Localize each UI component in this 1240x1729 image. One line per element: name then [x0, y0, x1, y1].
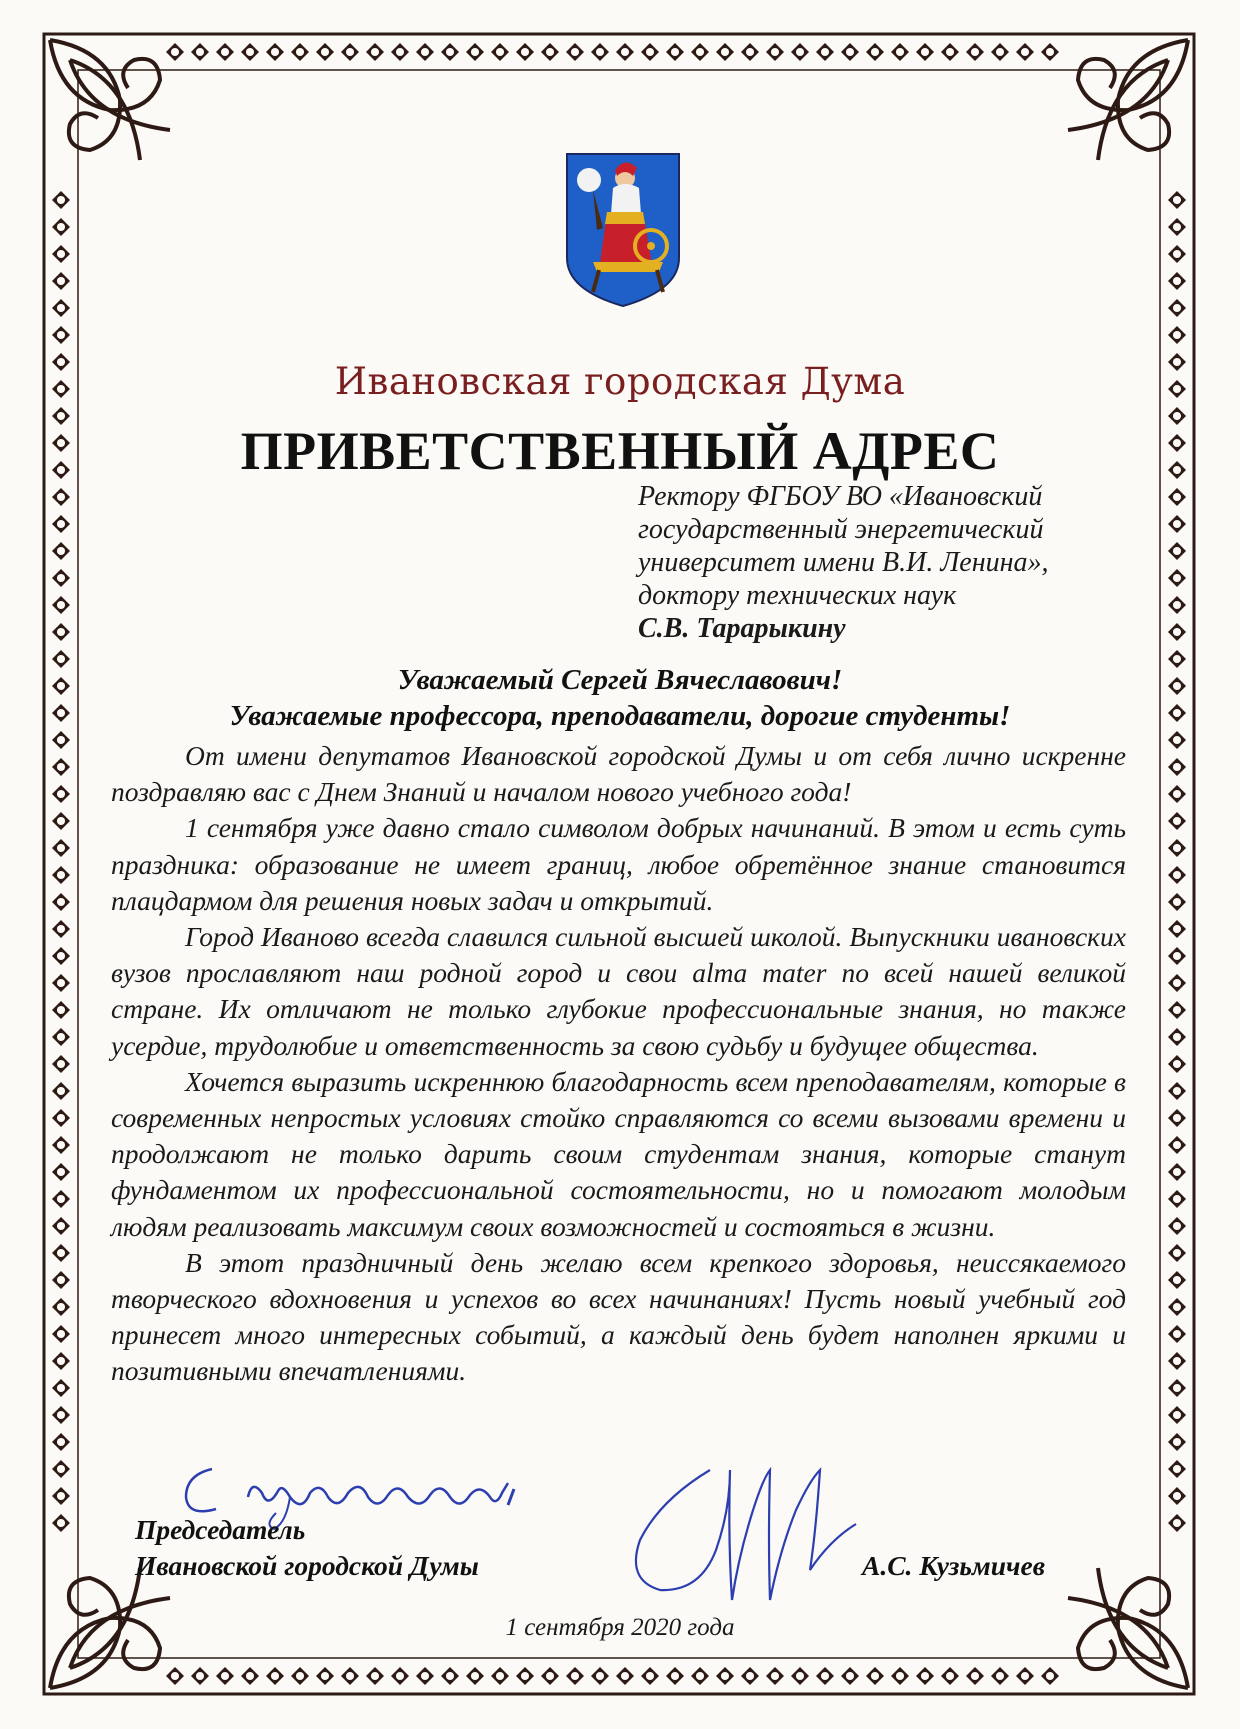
frame-ornament	[721, 48, 729, 56]
frame-ornament	[1173, 1492, 1181, 1500]
frame-ornament	[871, 1672, 879, 1680]
frame-ornament	[1173, 1519, 1181, 1527]
frame-ornament	[346, 1672, 354, 1680]
frame-ornament	[896, 1672, 904, 1680]
frame-ornament	[57, 412, 65, 420]
frame-ornament	[1173, 1249, 1181, 1257]
frame-ornament	[57, 1195, 65, 1203]
frame-ornament	[1173, 1060, 1181, 1068]
frame-ornament	[996, 1672, 1004, 1680]
salutation-line: Уважаемые профессора, преподаватели, дорогие студенты!	[229, 700, 1011, 732]
signer-name: А.С. Кузьмичев	[862, 1550, 1045, 1581]
frame-ornament	[471, 48, 479, 56]
frame-ornament	[1173, 1168, 1181, 1176]
frame-ornament	[1173, 709, 1181, 717]
frame-ornament	[1173, 547, 1181, 555]
frame-ornament	[671, 1672, 679, 1680]
signer-position	[135, 1512, 655, 1584]
frame-ornament	[621, 1672, 629, 1680]
frame-ornament	[246, 48, 254, 56]
frame-corner-ornament	[1068, 40, 1188, 160]
frame-ornament	[57, 790, 65, 798]
frame-ornament	[57, 250, 65, 258]
frame-ornament	[57, 628, 65, 636]
frame-ornament	[721, 1672, 729, 1680]
handwritten-signature	[620, 1430, 870, 1630]
frame-ornament	[521, 1672, 529, 1680]
frame-ornament	[57, 1222, 65, 1230]
frame-ornament	[446, 1672, 454, 1680]
frame-ornament	[171, 48, 179, 56]
frame-ornament	[571, 48, 579, 56]
frame-ornament	[546, 48, 554, 56]
body-paragraph: В этот праздничный день желаю всем крепкого здоровья, неиссякаемого творческого вдохновения и успехов во всех начинаниях! Пусть новый учебный год принесет много интересных событий, а каждый день будет наполнен яркими и позитивными впечатлениями.	[111, 1246, 1126, 1387]
frame-ornament	[371, 48, 379, 56]
frame-ornament	[57, 493, 65, 501]
frame-ornament	[796, 1672, 804, 1680]
addressee-block	[638, 480, 1158, 645]
frame-ornament	[1173, 601, 1181, 609]
frame-ornament	[57, 1384, 65, 1392]
frame-ornament	[1173, 1276, 1181, 1284]
frame-ornament	[321, 48, 329, 56]
frame-ornament	[57, 871, 65, 879]
addressee-line: университет имени В.И. Ленина»,	[638, 547, 1049, 578]
frame-ornament	[221, 48, 229, 56]
frame-ornament	[1173, 412, 1181, 420]
frame-ornament	[821, 1672, 829, 1680]
frame-ornament	[1173, 1114, 1181, 1122]
frame-ornament	[546, 1672, 554, 1680]
frame-ornament	[1173, 1033, 1181, 1041]
frame-ornament	[57, 1465, 65, 1473]
signer-position-line: Председатель	[135, 1514, 306, 1545]
frame-ornament	[1173, 223, 1181, 231]
frame-ornament	[1046, 1672, 1054, 1680]
frame-ornament	[571, 1672, 579, 1680]
frame-ornament	[371, 1672, 379, 1680]
frame-ornament	[1173, 871, 1181, 879]
frame-ornament	[57, 682, 65, 690]
frame-ornament	[496, 1672, 504, 1680]
frame-ornament	[1173, 1087, 1181, 1095]
frame-ornament	[57, 574, 65, 582]
frame-ornament	[471, 1672, 479, 1680]
frame-ornament	[57, 331, 65, 339]
frame-ornament	[1173, 1465, 1181, 1473]
frame-ornament	[1173, 1222, 1181, 1230]
frame-ornament	[57, 655, 65, 663]
frame-ornament	[1173, 682, 1181, 690]
salutation-block	[100, 662, 1140, 734]
frame-ornament	[271, 48, 279, 56]
frame-ornament	[57, 1141, 65, 1149]
frame-ornament	[696, 1672, 704, 1680]
frame-ornament	[57, 196, 65, 204]
addressee-line: доктору технических наук	[638, 580, 957, 611]
frame-ornament	[396, 1672, 404, 1680]
frame-ornament	[57, 1114, 65, 1122]
frame-ornament	[596, 1672, 604, 1680]
frame-ornament	[196, 1672, 204, 1680]
frame-ornament	[1046, 48, 1054, 56]
frame-ornament	[1173, 898, 1181, 906]
frame-ornament	[921, 48, 929, 56]
organization-name: Ивановская городская Дума	[334, 360, 906, 403]
ivanovo-coat-of-arms-icon	[563, 150, 683, 310]
frame-ornament	[171, 1672, 179, 1680]
frame-ornament	[57, 520, 65, 528]
frame-ornament	[971, 1672, 979, 1680]
frame-ornament	[1173, 1195, 1181, 1203]
frame-ornament	[57, 601, 65, 609]
frame-ornament	[696, 48, 704, 56]
frame-ornament	[57, 817, 65, 825]
frame-ornament	[1173, 520, 1181, 528]
frame-ornament	[346, 48, 354, 56]
frame-ornament	[1173, 925, 1181, 933]
frame-ornament	[746, 48, 754, 56]
frame-ornament	[57, 1438, 65, 1446]
frame-ornament	[396, 48, 404, 56]
frame-ornament	[57, 1357, 65, 1365]
frame-ornament	[1173, 844, 1181, 852]
frame-ornament	[1173, 304, 1181, 312]
frame-ornament	[1173, 952, 1181, 960]
frame-ornament	[57, 1411, 65, 1419]
frame-ornament	[1021, 1672, 1029, 1680]
frame-ornament	[196, 48, 204, 56]
frame-ornament	[1173, 493, 1181, 501]
frame-ornament	[1173, 1330, 1181, 1338]
frame-ornament	[846, 48, 854, 56]
frame-ornament	[646, 48, 654, 56]
frame-ornament	[996, 48, 1004, 56]
frame-ornament	[296, 48, 304, 56]
addressee-line: государственный энергетический	[638, 514, 1044, 545]
frame-ornament	[821, 48, 829, 56]
frame-ornament	[57, 898, 65, 906]
frame-ornament	[446, 48, 454, 56]
frame-ornament	[1173, 331, 1181, 339]
frame-ornament	[496, 48, 504, 56]
document-date: 1 сентября 2020 года	[505, 1614, 735, 1641]
frame-ornament	[421, 48, 429, 56]
frame-ornament	[57, 925, 65, 933]
frame-ornament	[271, 1672, 279, 1680]
frame-ornament	[57, 223, 65, 231]
frame-ornament	[57, 1492, 65, 1500]
frame-ornament	[1173, 979, 1181, 987]
frame-ornament	[57, 952, 65, 960]
frame-ornament	[1173, 1411, 1181, 1419]
frame-ornament	[1173, 1141, 1181, 1149]
frame-ornament	[1173, 250, 1181, 258]
frame-ornament	[57, 277, 65, 285]
frame-ornament	[57, 304, 65, 312]
frame-ornament	[1173, 1303, 1181, 1311]
frame-ornament	[1173, 655, 1181, 663]
frame-ornament	[1021, 48, 1029, 56]
body-paragraph: Город Иваново всегда славился сильной высшей школой. Выпускники ивановских вузов прославляют наш родной город и свои alma mater по всей нашей великой стране. Их отличают не только глубокие профессиональные знания, но также усердие, трудолюбие и ответственность за свою судьбу и будущее общества.	[111, 921, 1126, 1061]
frame-ornament	[896, 48, 904, 56]
body-paragraph: Хочется выразить искреннюю благодарность всем преподавателям, которые в современных непростых условиях стойко справляются со всеми вызовами времени и продолжают не только дарить своим студентам знания, которые станут фундаментом их профессиональной состоятельности, но и помогают молодым людям реализовать максимум своих возможностей и состояться в жизни.	[111, 1065, 1126, 1242]
frame-ornament	[1173, 817, 1181, 825]
frame-ornament	[771, 48, 779, 56]
frame-ornament	[1173, 1006, 1181, 1014]
frame-ornament	[57, 844, 65, 852]
frame-ornament	[971, 48, 979, 56]
frame-ornament	[946, 1672, 954, 1680]
frame-ornament	[746, 1672, 754, 1680]
frame-ornament	[521, 48, 529, 56]
frame-ornament	[1173, 1357, 1181, 1365]
frame-ornament	[646, 1672, 654, 1680]
frame-ornament	[57, 547, 65, 555]
frame-ornament	[57, 1033, 65, 1041]
frame-corner-ornament	[50, 40, 170, 160]
frame-ornament	[246, 1672, 254, 1680]
frame-ornament	[57, 1168, 65, 1176]
frame-ornament	[57, 1303, 65, 1311]
body-paragraph: 1 сентября уже давно стало символом добрых начинаний. В этом и есть суть праздника: образование не имеет границ, любое обретённое знание становится плацдармом для решения новых задач и открытий.	[111, 812, 1126, 916]
frame-ornament	[771, 1672, 779, 1680]
frame-ornament	[57, 709, 65, 717]
frame-ornament	[57, 1006, 65, 1014]
addressee-line: Ректору ФГБОУ ВО «Ивановский	[638, 481, 1043, 512]
frame-ornament	[296, 1672, 304, 1680]
frame-ornament	[921, 1672, 929, 1680]
frame-ornament	[946, 48, 954, 56]
frame-ornament	[1173, 763, 1181, 771]
frame-ornament	[221, 1672, 229, 1680]
frame-ornament	[57, 763, 65, 771]
document-title: ПРИВЕТСТВЕННЫЙ АДРЕС	[240, 421, 1000, 481]
frame-ornament	[871, 48, 879, 56]
frame-ornament	[57, 1087, 65, 1095]
frame-ornament	[1173, 736, 1181, 744]
letter-body	[111, 738, 1126, 1390]
frame-ornament	[1173, 628, 1181, 636]
frame-ornament	[57, 1060, 65, 1068]
frame-ornament	[57, 1519, 65, 1527]
frame-ornament	[57, 1249, 65, 1257]
frame-ornament	[421, 1672, 429, 1680]
frame-ornament	[1173, 277, 1181, 285]
frame-ornament	[621, 48, 629, 56]
frame-ornament	[1173, 790, 1181, 798]
signer-position-line: Ивановской городской Думы	[135, 1550, 479, 1581]
frame-ornament	[1173, 574, 1181, 582]
frame-ornament	[57, 1330, 65, 1338]
frame-ornament	[57, 979, 65, 987]
frame-ornament	[671, 48, 679, 56]
frame-ornament	[1173, 1438, 1181, 1446]
body-paragraph: От имени депутатов Ивановской городской Думы и от себя лично искренне поздравляю вас с Днем Знаний и началом нового учебного года!	[111, 740, 1126, 808]
frame-ornament	[1173, 196, 1181, 204]
frame-ornament	[321, 1672, 329, 1680]
frame-ornament	[596, 48, 604, 56]
salutation-line: Уважаемый Сергей Вячеславович!	[397, 664, 843, 696]
frame-ornament	[796, 48, 804, 56]
addressee-name: С.В. Тарарыкину	[638, 613, 846, 644]
frame-ornament	[57, 1276, 65, 1284]
frame-ornament	[1173, 1384, 1181, 1392]
frame-ornament	[846, 1672, 854, 1680]
frame-ornament	[57, 736, 65, 744]
